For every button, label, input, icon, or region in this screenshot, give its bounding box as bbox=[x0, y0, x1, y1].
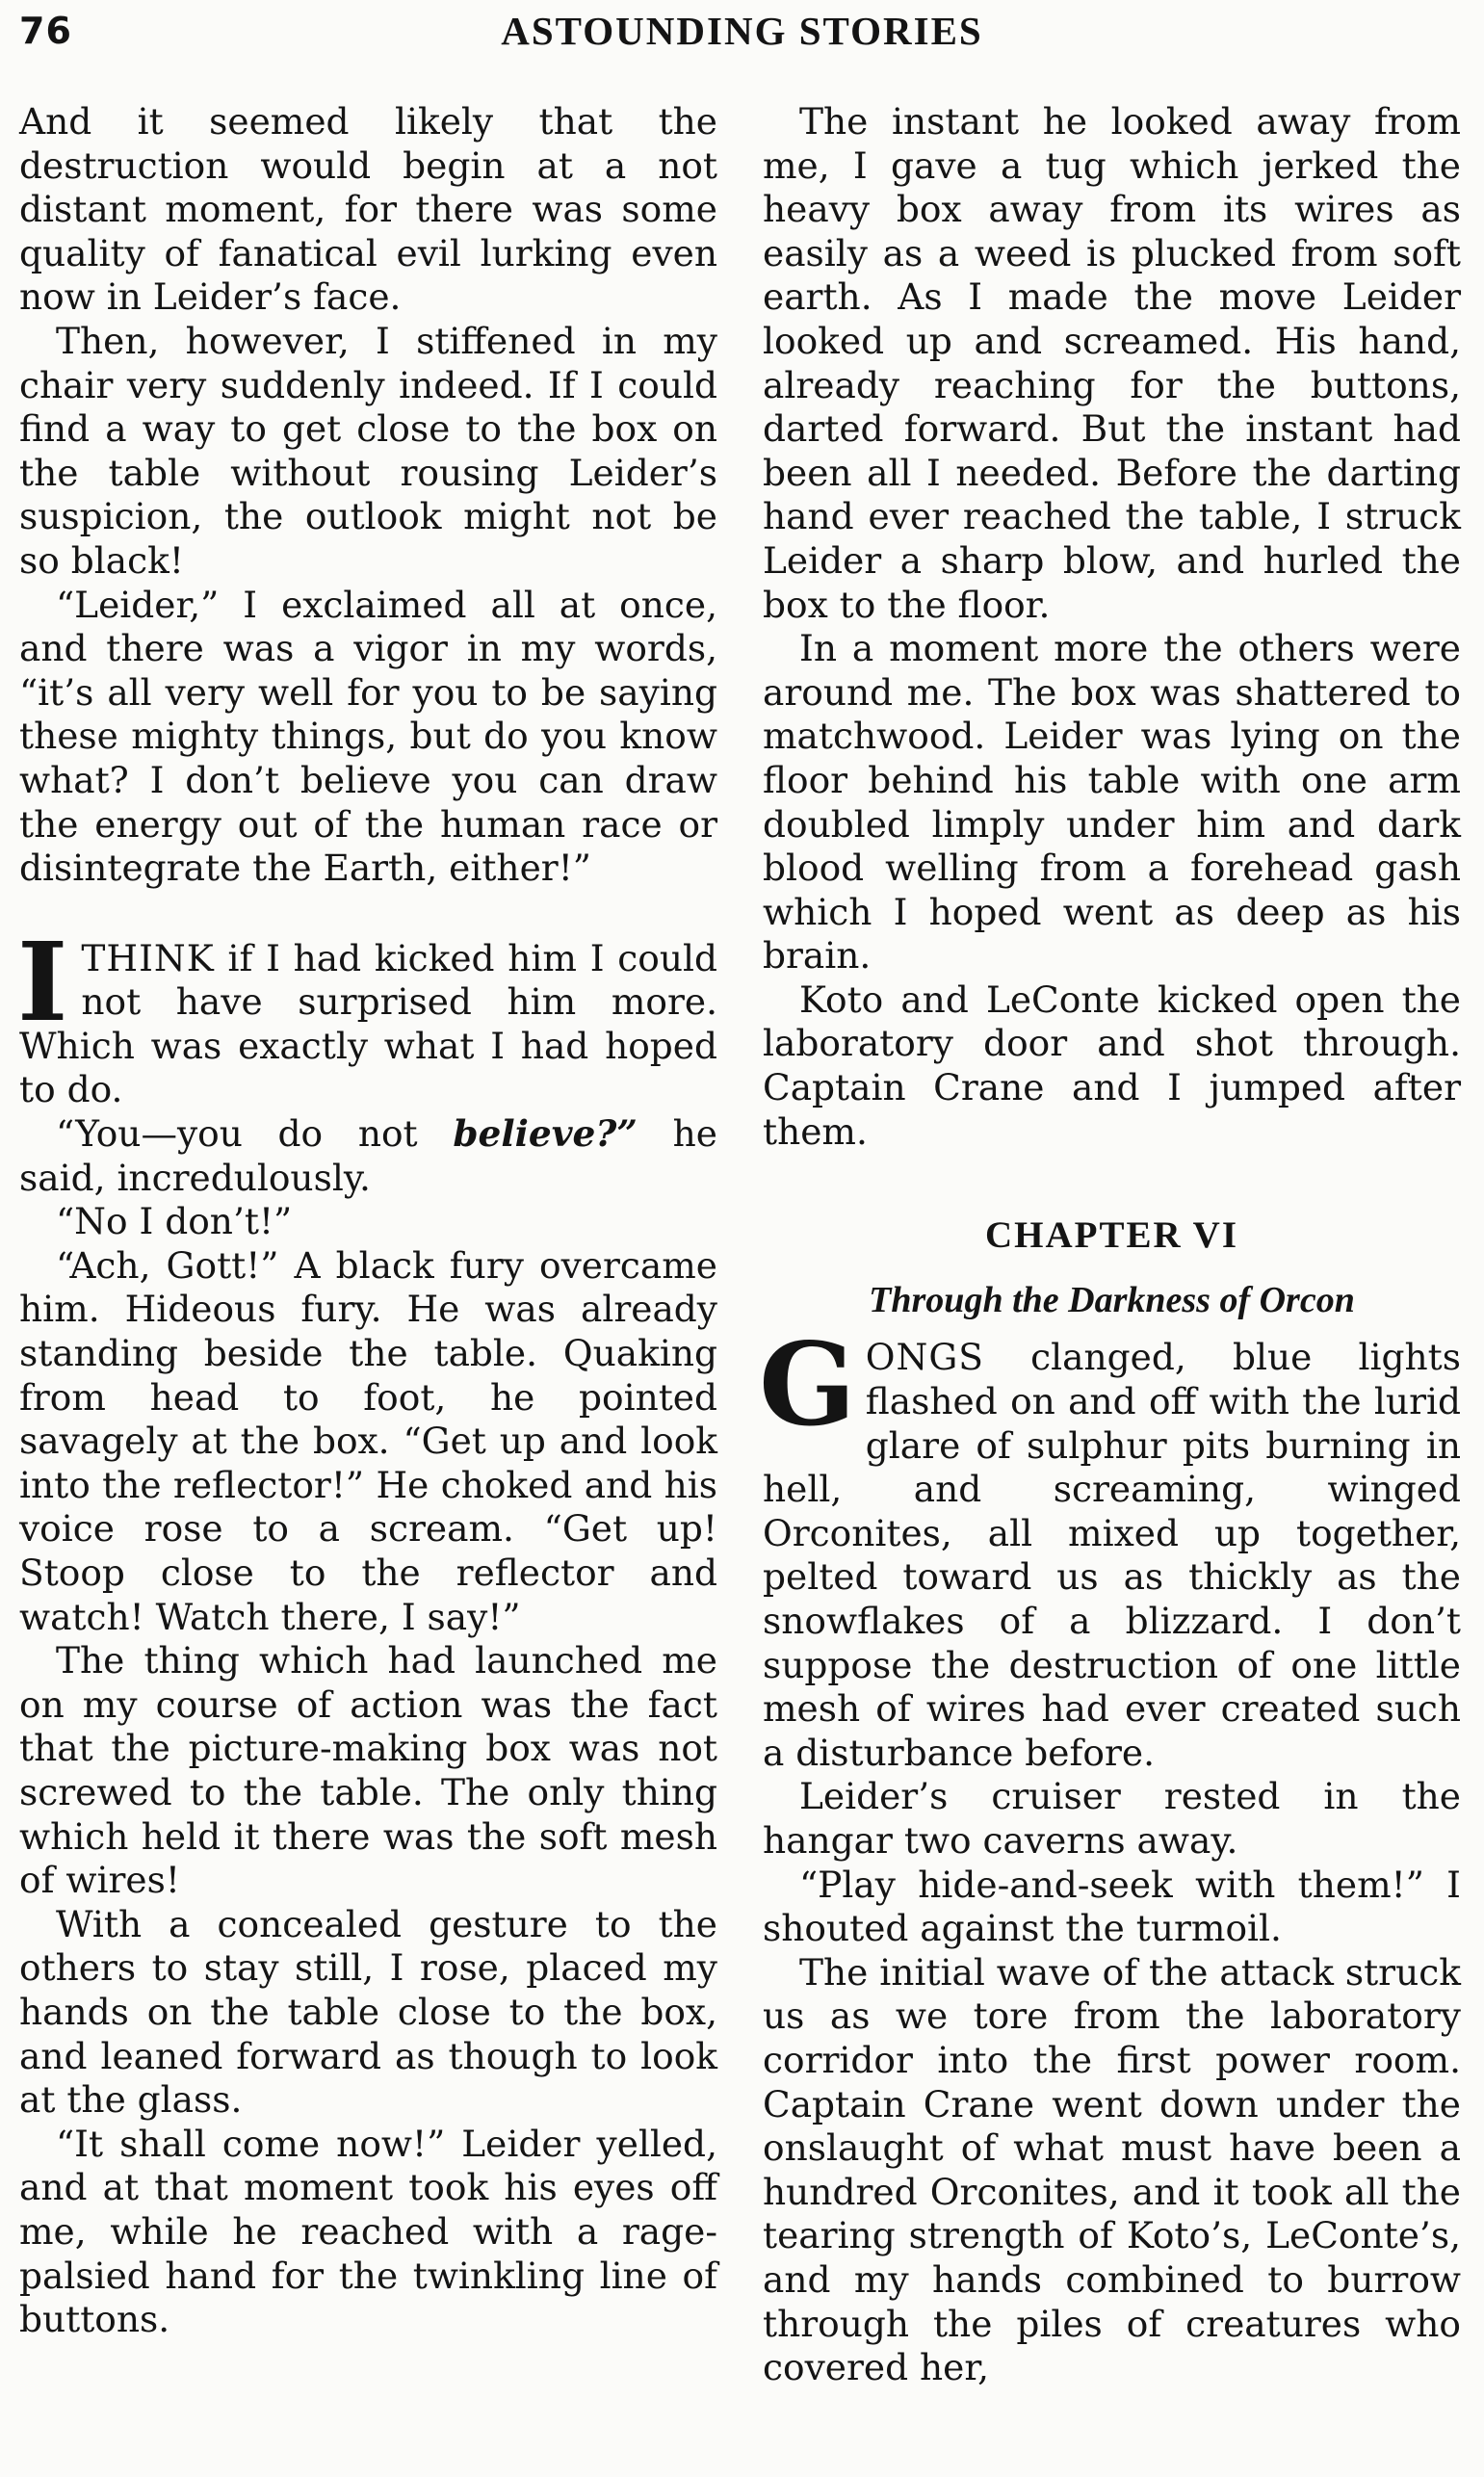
left-column bbox=[19, 100, 717, 2342]
paragraph: And it seemed likely that the destruction would begin at a not distant moment, for there was some quality of fanatical evil lurking even now in Leider’s face. bbox=[19, 100, 717, 319]
paragraph-text: “You—you do not bbox=[56, 1112, 454, 1156]
section-opening-paragraph bbox=[17, 919, 717, 1112]
paragraph bbox=[19, 1112, 717, 1200]
drop-cap: G bbox=[759, 1317, 856, 1452]
right-column bbox=[759, 100, 1461, 2390]
page-number: 76 bbox=[19, 10, 72, 52]
chapter-opening-paragraph bbox=[759, 1317, 1461, 1775]
paragraph: “It shall come now!” Leider yelled, and at that moment took his eyes off me, while he reached with a rage-palsied hand for the twinkling line of buttons. bbox=[19, 2122, 717, 2341]
chapter-subtitle: Through the Darkness of Orcon bbox=[869, 1279, 1355, 1320]
paragraph: “No I don’t!” bbox=[56, 1200, 293, 1243]
lead-in-caps: ONGS bbox=[865, 1336, 984, 1379]
italic-emphasis: believe?” bbox=[453, 1112, 638, 1156]
paragraph-text: clanged, blue lights flashed on and off with the lurid glare of sulphur pits burning in hell, and screaming, winged Orconites, all mixed up together, pelted toward us as thickly as the snowflakes of a blizzard. I don’t suppose the destruction of one little mesh of wires had ever created such a disturbance before. bbox=[763, 1336, 1461, 1774]
drop-cap: I bbox=[17, 919, 68, 1046]
paragraph: Leider’s cruiser rested in the hangar two caverns away. bbox=[763, 1775, 1461, 1862]
magazine-title: ASTOUNDING STORIES bbox=[501, 9, 983, 53]
paragraph-text: if I had kicked him I could not have surprised him more. Which was exactly what I had hoped to do. bbox=[19, 936, 717, 1111]
paragraph-text: he said, incredulously. bbox=[19, 1112, 717, 1199]
paragraph: With a concealed gesture to the others to stay still, I rose, placed my hands on the table close to the box, and leaned forward as though to look at the glass. bbox=[19, 1902, 717, 2122]
lead-in-caps: THINK bbox=[81, 936, 215, 979]
paragraph: Koto and LeConte kicked open the laboratory door and shot through. Captain Crane and I jumped after them. bbox=[763, 978, 1461, 1153]
paragraph: The thing which had launched me on my course of action was the fact that the picture-making box was not screwed to the table. The only thing which held it there was the soft mesh of wires! bbox=[19, 1639, 717, 1902]
paragraph: Then, however, I stiffened in my chair very suddenly indeed. If I could find a way to get close to the box on the table without rousing Leider’s suspicion, the outlook might not be so black! bbox=[19, 319, 717, 582]
paragraph: “Ach, Gott!” A black fury overcame him. Hideous fury. He was already standing beside the table. Quaking from head to foot, he pointed savagely at the box. “Get up and look into the reflector!” He choked and his voice rose to a scream. “Get up! Stoop close to the reflector and watch! Watch there, I say!” bbox=[19, 1243, 717, 1638]
paragraph: In a moment more the others were around me. The box was shattered to matchwood. Leider was lying on the floor behind his table with one arm doubled limply under him and dark blood welling from a forehead gash which I hoped went as deep as his brain. bbox=[763, 627, 1461, 978]
paragraph: “Leider,” I exclaimed all at once, and there was a vigor in my words, “it’s all very well for you to be saying these mighty things, but do you know what? I don’t believe you can draw the energy out of the human race or disintegrate the Earth, either!” bbox=[19, 583, 717, 890]
paragraph: The instant he looked away from me, I gave a tug which jerked the heavy box away from its wires as easily as a weed is plucked from soft earth. As I made the move Leider looked up and screamed. His hand, already reaching for the buttons, darted forward. But the instant had been all I needed. Before the darting hand ever reached the table, I struck Leider a sharp blow, and hurled the box to the floor. bbox=[763, 100, 1461, 626]
running-header bbox=[0, 0, 1484, 71]
paragraph: The initial wave of the attack struck us as we tore from the laboratory corridor into the first power room. Captain Crane went down under the onslaught of what must have been a hundred Orconites, and it took all the tearing strength of Koto’s, LeConte’s, and my hands combined to burrow through the piles of creatures who covered her, bbox=[763, 1950, 1461, 2389]
paragraph: “Play hide-and-seek with them!” I shouted against the turmoil. bbox=[763, 1863, 1461, 1950]
chapter-heading: CHAPTER VI bbox=[984, 1214, 1239, 1257]
